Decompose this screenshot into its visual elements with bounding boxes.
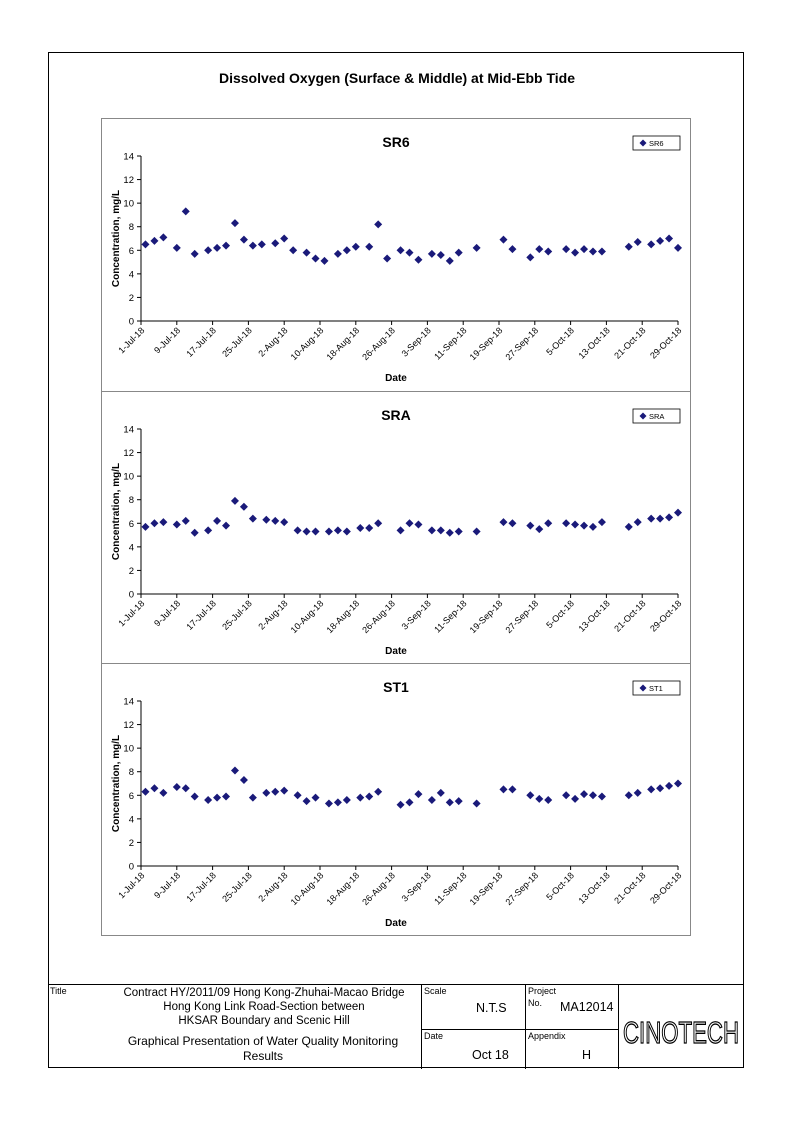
data-point xyxy=(406,519,414,527)
data-point xyxy=(383,255,391,263)
x-tick-label: 17-Jul-18 xyxy=(184,325,219,359)
logo-text: CINOTECH xyxy=(623,1015,739,1050)
data-point xyxy=(303,797,311,805)
data-point xyxy=(271,239,279,247)
x-tick-label: 13-Oct-18 xyxy=(576,598,612,634)
data-point xyxy=(150,237,158,245)
data-point xyxy=(312,794,320,802)
data-point xyxy=(544,519,552,527)
data-point xyxy=(334,798,342,806)
data-point xyxy=(191,250,199,258)
data-point xyxy=(150,784,158,792)
data-point xyxy=(294,791,302,799)
data-point xyxy=(414,790,422,798)
data-point xyxy=(473,244,481,252)
x-tick-label: 19-Sep-18 xyxy=(467,870,505,908)
legend-label: SRA xyxy=(649,412,665,421)
data-point xyxy=(365,524,373,532)
data-point xyxy=(240,236,248,244)
x-tick-label: 9-Jul-18 xyxy=(152,598,183,629)
data-point xyxy=(526,253,534,261)
y-tick-label: 14 xyxy=(123,424,134,436)
data-point xyxy=(303,528,311,536)
data-point xyxy=(240,776,248,784)
page-title: Dissolved Oxygen (Surface & Middle) at Mid-Ebb Tide xyxy=(218,70,576,86)
y-tick-label: 12 xyxy=(123,720,134,732)
x-tick-label: 25-Jul-18 xyxy=(220,870,254,904)
appendix-value: H xyxy=(582,1048,592,1062)
data-point xyxy=(397,246,405,254)
data-point xyxy=(397,801,405,809)
data-point xyxy=(665,235,673,243)
data-point xyxy=(625,523,633,531)
description-line: Graphical Presentation of Water Quality Monitoring xyxy=(127,1034,399,1048)
data-point xyxy=(634,518,642,526)
data-point xyxy=(535,245,543,253)
x-tick-label: 1-Jul-18 xyxy=(116,870,147,901)
x-tick-label: 13-Oct-18 xyxy=(576,325,612,361)
data-point xyxy=(303,249,311,257)
data-point xyxy=(455,249,463,257)
data-point xyxy=(204,246,212,254)
data-point xyxy=(374,788,382,796)
x-tick-label: 18-Aug-18 xyxy=(324,870,362,908)
title-cell xyxy=(48,985,422,1069)
x-axis-title: Date xyxy=(385,918,407,929)
y-tick-label: 12 xyxy=(123,175,134,187)
x-tick-label: 3-Sep-18 xyxy=(399,870,433,904)
x-tick-label: 27-Sep-18 xyxy=(503,325,541,363)
x-tick-label: 26-Aug-18 xyxy=(360,598,398,636)
data-point xyxy=(249,515,257,523)
data-point xyxy=(535,795,543,803)
data-point xyxy=(589,523,597,531)
x-tick-label: 5-Oct-18 xyxy=(544,598,577,631)
data-point xyxy=(647,240,655,248)
data-point xyxy=(343,528,351,536)
description-text xyxy=(108,1034,418,1064)
data-point xyxy=(352,243,360,251)
data-point xyxy=(343,246,351,254)
data-point xyxy=(191,792,199,800)
y-tick-label: 8 xyxy=(128,495,134,507)
data-point xyxy=(508,785,516,793)
data-point xyxy=(526,791,534,799)
data-point xyxy=(271,517,279,525)
data-point xyxy=(231,497,239,505)
title-block xyxy=(48,984,744,1068)
chart-st1 xyxy=(102,663,690,936)
data-point xyxy=(562,791,570,799)
x-tick-label: 18-Aug-18 xyxy=(324,598,362,636)
data-point xyxy=(571,520,579,528)
data-point xyxy=(213,244,221,252)
project-number: MA12014 xyxy=(560,1000,614,1014)
data-point xyxy=(428,526,436,534)
data-point xyxy=(544,247,552,255)
data-point xyxy=(182,784,190,792)
data-point xyxy=(159,789,167,797)
data-point xyxy=(656,237,664,245)
data-point xyxy=(428,250,436,258)
data-point xyxy=(647,515,655,523)
y-tick-label: 14 xyxy=(123,696,134,708)
appendix-label: Appendix xyxy=(528,1031,566,1041)
y-tick-label: 4 xyxy=(128,814,134,826)
x-tick-label: 21-Oct-18 xyxy=(612,598,648,634)
data-point xyxy=(325,800,333,808)
data-point xyxy=(262,516,270,524)
x-tick-label: 9-Jul-18 xyxy=(152,325,183,356)
x-tick-label: 17-Jul-18 xyxy=(184,598,219,632)
x-tick-label: 18-Aug-18 xyxy=(324,325,362,363)
data-point xyxy=(365,792,373,800)
description-line: Results xyxy=(242,1049,283,1063)
data-point xyxy=(213,794,221,802)
chart-title: ST1 xyxy=(383,679,409,695)
contract-text xyxy=(114,986,414,1028)
x-tick-label: 27-Sep-18 xyxy=(503,870,541,908)
data-point xyxy=(356,524,364,532)
data-point xyxy=(222,522,230,530)
x-axis-title: Date xyxy=(385,646,407,657)
data-point xyxy=(204,796,212,804)
y-tick-label: 0 xyxy=(128,589,134,601)
data-point xyxy=(428,796,436,804)
x-tick-label: 29-Oct-18 xyxy=(648,870,684,906)
x-tick-label: 10-Aug-18 xyxy=(288,598,326,636)
y-tick-label: 8 xyxy=(128,767,134,779)
data-point xyxy=(455,528,463,536)
data-point xyxy=(674,244,682,252)
x-tick-label: 29-Oct-18 xyxy=(648,325,684,361)
data-point xyxy=(280,518,288,526)
x-axis-title: Date xyxy=(385,373,407,384)
data-point xyxy=(397,526,405,534)
data-point xyxy=(280,787,288,795)
data-point xyxy=(634,238,642,246)
x-tick-label: 26-Aug-18 xyxy=(360,325,398,363)
chart-sra xyxy=(102,391,690,664)
x-tick-label: 25-Jul-18 xyxy=(220,325,254,359)
data-point xyxy=(262,789,270,797)
data-point xyxy=(159,518,167,526)
data-point xyxy=(182,207,190,215)
data-point xyxy=(446,257,454,265)
x-tick-label: 10-Aug-18 xyxy=(288,325,326,363)
x-tick-label: 5-Oct-18 xyxy=(544,325,577,358)
data-point xyxy=(508,245,516,253)
y-tick-label: 2 xyxy=(128,565,134,577)
x-tick-label: 3-Sep-18 xyxy=(399,325,433,359)
data-point xyxy=(312,255,320,263)
chart-title: SRA xyxy=(381,407,411,423)
data-point xyxy=(446,798,454,806)
y-tick-label: 4 xyxy=(128,542,134,554)
data-point xyxy=(535,525,543,533)
data-point xyxy=(437,251,445,259)
x-tick-label: 1-Jul-18 xyxy=(116,325,147,356)
x-tick-label: 5-Oct-18 xyxy=(544,870,577,903)
x-tick-label: 25-Jul-18 xyxy=(220,598,254,632)
data-point xyxy=(571,795,579,803)
data-point xyxy=(231,767,239,775)
legend-label: SR6 xyxy=(649,139,664,148)
data-point xyxy=(625,791,633,799)
charts-panel xyxy=(101,118,691,936)
x-tick-label: 1-Jul-18 xyxy=(116,598,147,629)
project-label: Project xyxy=(528,986,557,996)
y-tick-label: 14 xyxy=(123,151,134,163)
chart-sr6 xyxy=(102,119,690,391)
data-point xyxy=(406,249,414,257)
data-point xyxy=(141,240,149,248)
data-point xyxy=(159,233,167,241)
data-point xyxy=(674,780,682,788)
x-tick-label: 29-Oct-18 xyxy=(648,598,684,634)
data-point xyxy=(406,798,414,806)
data-point xyxy=(320,257,328,265)
data-point xyxy=(414,256,422,264)
data-point xyxy=(446,529,454,537)
data-point xyxy=(258,240,266,248)
data-point xyxy=(334,526,342,534)
x-tick-label: 10-Aug-18 xyxy=(288,870,326,908)
project-appendix-cell xyxy=(526,985,619,1069)
data-point xyxy=(580,790,588,798)
data-point xyxy=(294,526,302,534)
y-tick-label: 2 xyxy=(128,292,134,304)
data-point xyxy=(356,794,364,802)
data-point xyxy=(562,519,570,527)
data-point xyxy=(249,794,257,802)
data-point xyxy=(222,792,230,800)
x-tick-label: 2-Aug-18 xyxy=(256,325,290,359)
x-tick-label: 19-Sep-18 xyxy=(467,598,505,636)
date-value: Oct 18 xyxy=(472,1048,509,1062)
logo-cell xyxy=(619,985,744,1069)
data-point xyxy=(473,528,481,536)
data-point xyxy=(589,791,597,799)
contract-line: Contract HY/2011/09 Hong Kong-Zhuhai-Macao Bridge xyxy=(123,987,405,999)
y-tick-label: 10 xyxy=(123,198,134,210)
data-point xyxy=(173,244,181,252)
divider xyxy=(422,1029,525,1030)
data-point xyxy=(343,796,351,804)
cinotech-logo xyxy=(621,1009,741,1051)
data-point xyxy=(414,520,422,528)
y-tick-label: 8 xyxy=(128,222,134,234)
data-point xyxy=(173,520,181,528)
data-point xyxy=(280,235,288,243)
data-point xyxy=(191,529,199,537)
x-tick-label: 21-Oct-18 xyxy=(612,870,648,906)
y-axis-title: Concentration, mg/L xyxy=(111,189,122,288)
data-point xyxy=(249,242,257,250)
x-tick-label: 2-Aug-18 xyxy=(256,598,290,632)
data-point xyxy=(526,522,534,530)
x-tick-label: 11-Sep-18 xyxy=(432,325,469,362)
data-point xyxy=(580,245,588,253)
scale-date-cell xyxy=(422,985,526,1069)
data-point xyxy=(240,503,248,511)
y-tick-label: 0 xyxy=(128,316,134,328)
data-point xyxy=(571,249,579,257)
data-point xyxy=(598,247,606,255)
contract-line: Hong Kong Link Road-Section between xyxy=(163,1001,365,1013)
data-point xyxy=(562,245,570,253)
data-point xyxy=(665,782,673,790)
data-point xyxy=(544,796,552,804)
data-point xyxy=(204,526,212,534)
data-point xyxy=(173,783,181,791)
data-point xyxy=(271,788,279,796)
x-tick-label: 19-Sep-18 xyxy=(467,325,505,363)
data-point xyxy=(656,515,664,523)
data-point xyxy=(473,800,481,808)
y-tick-label: 10 xyxy=(123,743,134,755)
x-tick-label: 3-Sep-18 xyxy=(399,598,433,632)
y-tick-label: 12 xyxy=(123,448,134,460)
x-tick-label: 13-Oct-18 xyxy=(576,870,612,906)
y-tick-label: 0 xyxy=(128,861,134,873)
data-point xyxy=(325,528,333,536)
legend-label: ST1 xyxy=(649,684,663,693)
data-point xyxy=(598,792,606,800)
data-point xyxy=(289,246,297,254)
data-point xyxy=(499,518,507,526)
x-tick-label: 21-Oct-18 xyxy=(612,325,648,361)
x-tick-label: 11-Sep-18 xyxy=(432,598,469,635)
x-tick-label: 17-Jul-18 xyxy=(184,870,219,904)
y-tick-label: 4 xyxy=(128,269,134,281)
data-point xyxy=(625,243,633,251)
data-point xyxy=(508,519,516,527)
x-tick-label: 27-Sep-18 xyxy=(503,598,541,636)
data-point xyxy=(374,519,382,527)
no-label: No. xyxy=(528,998,543,1008)
date-label: Date xyxy=(424,1031,444,1041)
data-point xyxy=(312,528,320,536)
y-tick-label: 6 xyxy=(128,245,134,257)
y-tick-label: 6 xyxy=(128,790,134,802)
data-point xyxy=(455,797,463,805)
data-point xyxy=(589,247,597,255)
x-tick-label: 11-Sep-18 xyxy=(432,870,469,907)
data-point xyxy=(674,509,682,517)
data-point xyxy=(634,789,642,797)
y-tick-label: 10 xyxy=(123,471,134,483)
data-point xyxy=(656,784,664,792)
y-tick-label: 2 xyxy=(128,837,134,849)
x-tick-label: 2-Aug-18 xyxy=(256,870,290,904)
y-axis-title: Concentration, mg/L xyxy=(111,462,122,561)
data-point xyxy=(150,519,158,527)
x-tick-label: 9-Jul-18 xyxy=(152,870,183,901)
data-point xyxy=(665,513,673,521)
chart-title: SR6 xyxy=(382,134,410,150)
data-point xyxy=(499,236,507,244)
data-point xyxy=(647,785,655,793)
scale-label: Scale xyxy=(424,986,447,996)
data-point xyxy=(598,518,606,526)
data-point xyxy=(374,220,382,228)
data-point xyxy=(141,788,149,796)
data-point xyxy=(334,250,342,258)
data-point xyxy=(499,785,507,793)
data-point xyxy=(141,523,149,531)
data-point xyxy=(365,243,373,251)
contract-line: HKSAR Boundary and Scenic Hill xyxy=(178,1015,350,1027)
data-point xyxy=(222,242,230,250)
scale-value: N.T.S xyxy=(476,1001,507,1015)
y-tick-label: 6 xyxy=(128,518,134,530)
title-label: Title xyxy=(50,986,67,996)
y-axis-title: Concentration, mg/L xyxy=(111,734,122,833)
data-point xyxy=(231,219,239,227)
data-point xyxy=(182,517,190,525)
data-point xyxy=(437,526,445,534)
data-point xyxy=(580,522,588,530)
x-tick-label: 26-Aug-18 xyxy=(360,870,398,908)
data-point xyxy=(437,789,445,797)
divider xyxy=(526,1029,618,1030)
data-point xyxy=(213,517,221,525)
